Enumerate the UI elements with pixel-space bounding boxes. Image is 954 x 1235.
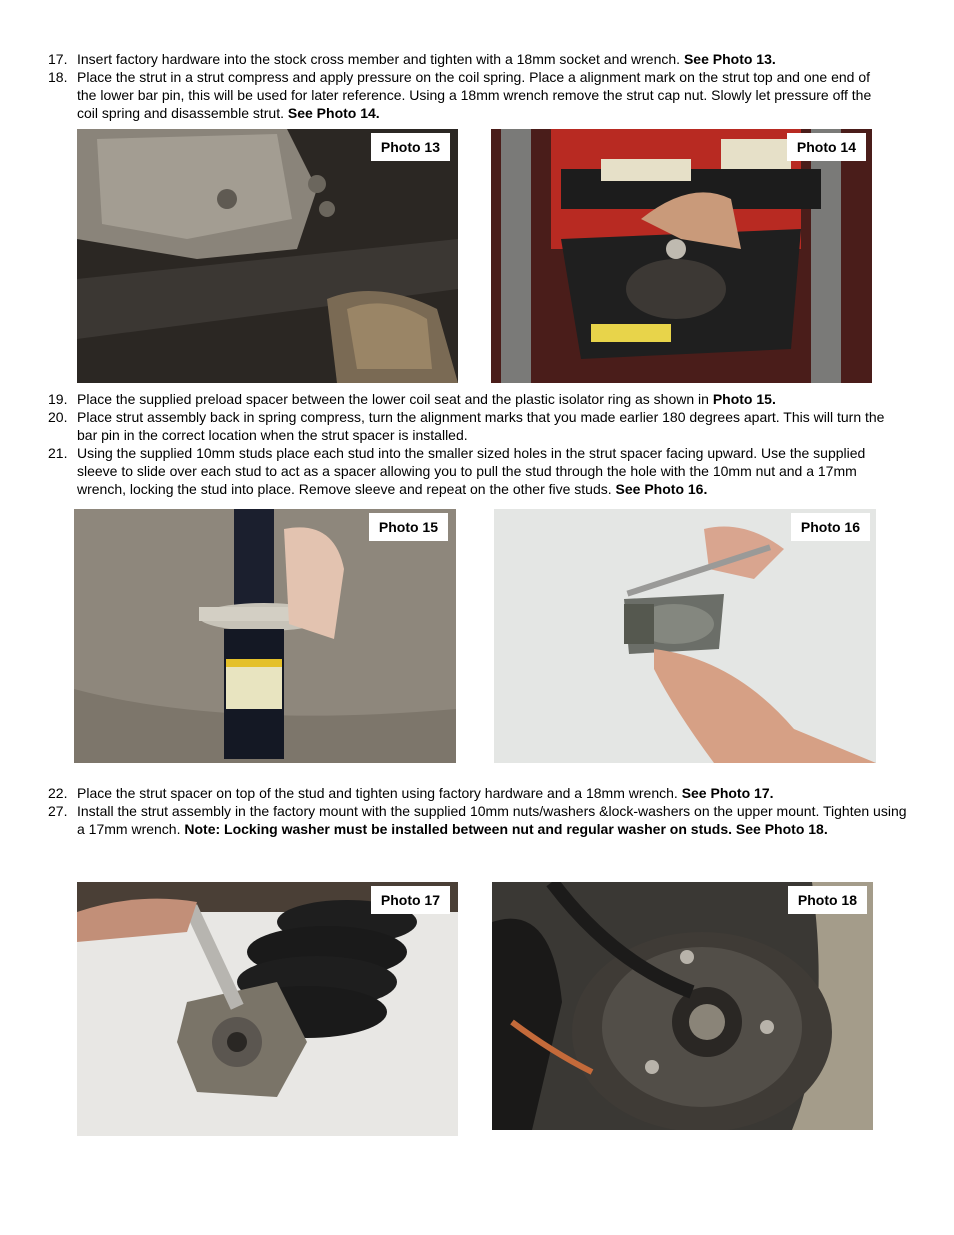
photo-label: Photo 17 (371, 886, 450, 914)
photo-label: Photo 13 (371, 133, 450, 161)
photo-16-image (494, 509, 876, 763)
photo-label: Photo 14 (787, 133, 866, 161)
step-number: 19. (48, 391, 68, 407)
photo-17 (77, 882, 458, 1136)
photo-label: Photo 15 (369, 513, 448, 541)
step-number: 27. (48, 803, 68, 819)
step-text: Install the strut assembly in the factory mount with the supplied 10mm nuts/washers &lock-washers on the upper mount. Tighten using a 17mm wrench. Note: Locking washer must be installed between nut and regular washer on studs. See Photo 18. (77, 803, 907, 837)
step-text: Place the supplied preload spacer between the lower coil seat and the plastic isolator ring as shown in Photo 15. (77, 391, 776, 407)
step-text: Insert factory hardware into the stock cross member and tighten with a 18mm socket and wrench. See Photo 13. (77, 51, 776, 67)
photo-17-image (77, 882, 458, 1136)
step-text: Place the strut spacer on top of the stud and tighten using factory hardware and a 18mm wrench. See Photo 17. (77, 785, 774, 801)
step-text: Place strut assembly back in spring compress, turn the alignment marks that you made earlier 180 degrees apart. This will turn the bar pin in the correct location when the strut spacer is installed. (77, 409, 885, 443)
step-number: 17. (48, 51, 68, 67)
photo-15 (74, 509, 456, 763)
photo-14-image (491, 129, 872, 383)
photo-16 (494, 509, 876, 763)
step-number: 22. (48, 785, 68, 801)
photo-label: Photo 16 (791, 513, 870, 541)
photo-14 (491, 129, 872, 383)
step-text: Place the strut in a strut compress and apply pressure on the coil spring. Place a alignment mark on the strut top and one end of the lower bar pin, this will be used for later reference. Using a 18mm wrench remove the strut cap nut. Slowly let pressure off the coil spring and disassemble strut. See Photo 14. (77, 69, 872, 121)
photo-13-image (77, 129, 458, 383)
step-number: 20. (48, 409, 68, 425)
step-text: Using the supplied 10mm studs place each stud into the smaller sized holes in the strut spacer facing upward. Use the supplied sleeve to slide over each stud to act as a spacer allowing you to pull the stud through the hole with the 10mm nut and a 17mm wrench, locking the stud into place. Remove sleeve and repeat on the other five studs. See Photo 16. (77, 445, 866, 497)
photo-label: Photo 18 (788, 886, 867, 914)
photo-15-image (74, 509, 456, 763)
step-number: 21. (48, 445, 68, 461)
step-number: 18. (48, 69, 68, 85)
photo-18 (492, 882, 873, 1130)
photo-18-image (492, 882, 873, 1130)
photo-13 (77, 129, 458, 383)
